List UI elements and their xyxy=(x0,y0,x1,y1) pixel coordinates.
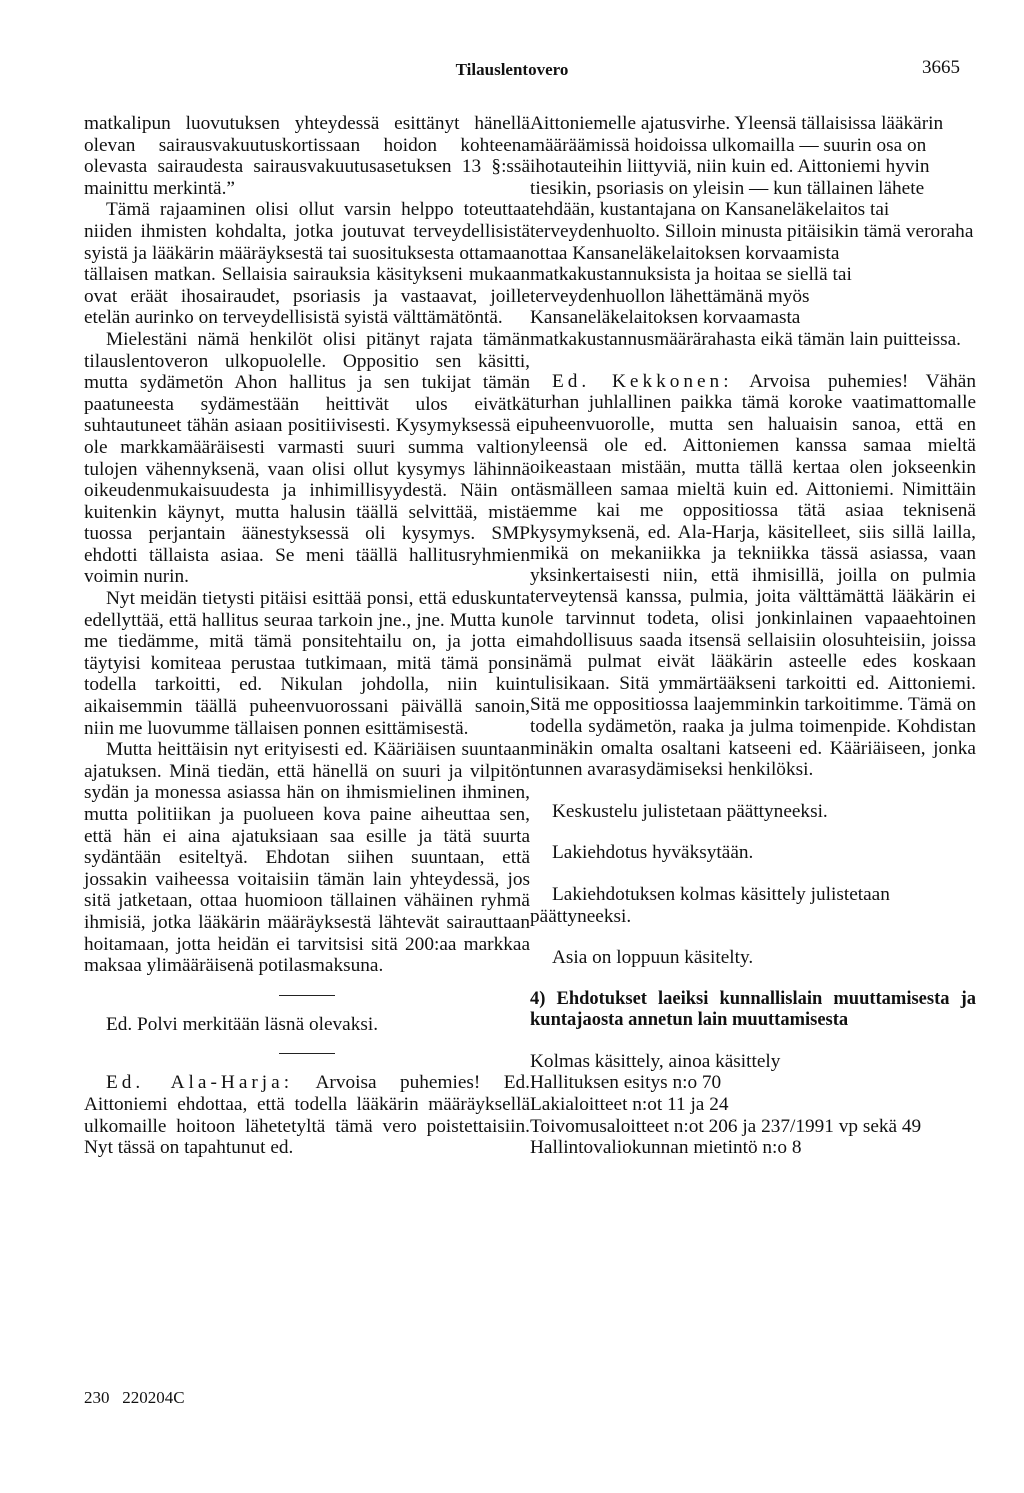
spacer xyxy=(530,781,976,801)
speech-text: Arvoisa puhemies! Ed. Aittoniemi ehdottaa, että todella lääkärin määräyksellä ulkomaille hoitoon lähetetyltä tämä vero poistettaisiin. Nyt tässä on tapahtunut ed. xyxy=(84,1072,530,1159)
paragraph: Lakiehdotuksen kolmas käsittely julistetaan päättyneeksi. xyxy=(530,884,890,927)
speaker-name: Ed. Ala-Harja: xyxy=(106,1072,294,1094)
paragraph: Keskustelu julistetaan päättyneeksi. xyxy=(552,800,828,822)
paragraph: Nyt meidän tietysti pitäisi esittää ponsi, että eduskunta edellyttää, että hallitus seuraa tarkoin jne., jne. Mutta kun me tiedämme, mitä tämä ponsitehtailu on, ja jotta ei täytyisi komiteaa perustaa tutkimaan, mitä tämä ponsi todella tarkoitti, ed. Nikulan johdolla, niin kuin aikaisemmin täällä puheenvuorossani päivällä sanoin, niin me luovumme tällaisen ponnen esittämisestä. xyxy=(84,588,530,739)
paragraph: Mielestäni nämä henkilöt olisi pitänyt rajata tämän tilauslentoveron ulkopuolelle. Oppositio sen käsitti, mutta sydämetön Ahon hallitus ja sen tukijat tämän paatuneesta sydämestään heittivät ulos eivätkä suhtautuneet tähän asiaan positiivisesti. Kysymyksessä ei ole markkamääräisesti varmasti suuri summa valtion tulojen vähennyksenä, vaan olisi ollut kysymys lähinnä oikeudenmukaisuudesta ja inhimillisyydestä. Näin on kuitenkin käynyt, mutta halusin täällä selvittää, mistä tuossa perjantain äänestyksessä oli kysymys. SMP ehdotti tällaista asiaa. Se meni täällä hallitusryhmien voimin nurin. xyxy=(84,328,530,588)
paragraph: matkalipun luovutuksen yhteydessä esittänyt hänellä olevan sairausvakuutuskortissaan hoidon kohteena olevasta sairaudesta sairausvakuutusasetuksen 13 §:ssä mainittu merkintä.” xyxy=(84,113,530,199)
spacer xyxy=(530,927,976,947)
list-item: Toivomusaloitteet n:ot 206 ja 237/1991 vp sekä 49 xyxy=(530,1115,922,1137)
section-heading: 4) Ehdotukset laeiksi kunnallislain muuttamisesta ja kuntajaosta annetun lain muuttamisesta xyxy=(530,988,976,1030)
left-column xyxy=(84,113,530,1159)
spacer xyxy=(530,864,976,884)
right-column xyxy=(530,113,976,1159)
paragraph: Aittoniemelle ajatusvirhe. Yleensä tällaisissa lääkärin määräämissä hoidoissa ulkomailla — suurin osa on ihotauteihin liittyviä, niin kuin ed. Aittoniemi hyvin tiesikin, psoriasis on yleisin — kun tällainen lähete tehdään, kustantajana on Kansaneläkelaitos tai terveydenhuolto. Silloin minusta pitäisikin tämä veroraha ottaa Kansaneläkelaitoksen korvaamista matkakustannuksista ja hoitaa se siellä tai terveydenhuollon lähettämänä myös Kansaneläkelaitoksen korvaamasta matkakustannusmäärärahasta eikä tämän lain puitteissa. xyxy=(530,113,974,350)
list-item: Lakialoitteet n:ot 11 ja 24 xyxy=(530,1093,729,1115)
spacer xyxy=(530,822,976,842)
spacer xyxy=(530,1031,976,1051)
speech-text: Arvoisa puhemies! Vähän turhan juhlallinen paikka tämä koroke vaatimattomalle puheenvuorolle, mutta sen haluaisin sanoa, että en yleensä ole ed. Aittoniemen kanssa samaa mieltä oikeastaan mistään, mutta tällä kertaa olen jokseenkin täsmälleen samaa mieltä kuin ed. Aittoniemi. Nimittäin emme kai me oppositiossa tätä asiaa teknisenä kysymyksenä, ed. Ala-Harja, käsitelleet, siis sillä lailla, mikä on mekaniikka ja tekniikka tässä asiassa, vaan yksinkertaisesti niin, että ihmisillä, joilla on pulmia terveytensä kanssa, pulmia, joita välttämättä lääkärin ei ole tarvinnut todeta, olisi jonkinlainen vapaaehtoinen mahdollisuus saada itsensä sellaisiin olosuhteisiin, joissa nämä pulmat eivät lääkärin asteelle edes koskaan tulisikaan. Sitä ymmärtääkseni tarkoitti ed. Aittoniemi. Sitä me oppositiossa laajemminkin tarkoitimme. Tämä on todella sydämetön, raaka ja julma toimenpide. Kohdistan minäkin omalta osaltani katseeni ed. Kääriäiseen, jonka tunnen avarasydämiseksi henkilöksi. xyxy=(530,370,976,781)
section-divider xyxy=(279,1053,335,1054)
list-item: Hallintovaliokunnan mietintö n:o 8 xyxy=(530,1137,802,1159)
spacer xyxy=(530,969,976,989)
speech-paragraph xyxy=(84,1072,530,1158)
running-header-title: Tilauslentovero xyxy=(455,60,569,79)
page-number: 3665 xyxy=(922,57,960,78)
paragraph: Asia on loppuun käsitelty. xyxy=(552,947,754,969)
paragraph: Ed. Polvi merkitään läsnä olevaksi. xyxy=(106,1013,379,1035)
paragraph: Lakiehdotus hyväksytään. xyxy=(552,842,754,864)
spacer xyxy=(530,351,976,371)
list-item: Hallituksen esitys n:o 70 xyxy=(530,1072,722,1094)
speech-paragraph xyxy=(530,371,976,781)
paragraph: Tämä rajaaminen olisi ollut varsin helppo toteuttaa niiden ihmisten kohdalta, jotka joutuvat terveydellisistä syistä ja lääkärin määräyksestä tai suosituksesta ottamaan tällaisen matkan. Sellaisia sairauksia käsitykseni mukaan ovat eräät ihosairaudet, psoriasis ja vastaavat, joille etelän aurinko on terveydellisistä syistä välttämätöntä. xyxy=(84,199,530,329)
section-divider xyxy=(279,995,335,996)
print-code: 230 220204C xyxy=(84,1388,185,1407)
paragraph: Mutta heittäisin nyt erityisesti ed. Kääriäisen suuntaan ajatuksen. Minä tiedän, että hänellä on suuri ja vilpitön sydän ja monessa asiassa hän on ihmismielinen ihminen, mutta politiikan ja puolueen kova paine aiheuttaa sen, että hän ei aina ajatuksiaan saa esille ja tätä suurta sydäntään esiteltyä. Ehdotan siihen suuntaan, että jossakin vaiheessa voitaisiin tämän lain yhteydessä, jos sitä jatketaan, ottaa huomioon tällainen vähäinen ryhmä ihmisiä, jotka lääkärin määräyksestä lähtevät sairauttaan hoitamaan, jotta heidän ei tarvitsisi sitä 200:aa markkaa maksaa ylimääräisenä potilasmaksuna. xyxy=(84,739,530,977)
list-item: Kolmas käsittely, ainoa käsittely xyxy=(530,1050,781,1072)
speaker-name: Ed. Kekkonen: xyxy=(552,370,733,392)
